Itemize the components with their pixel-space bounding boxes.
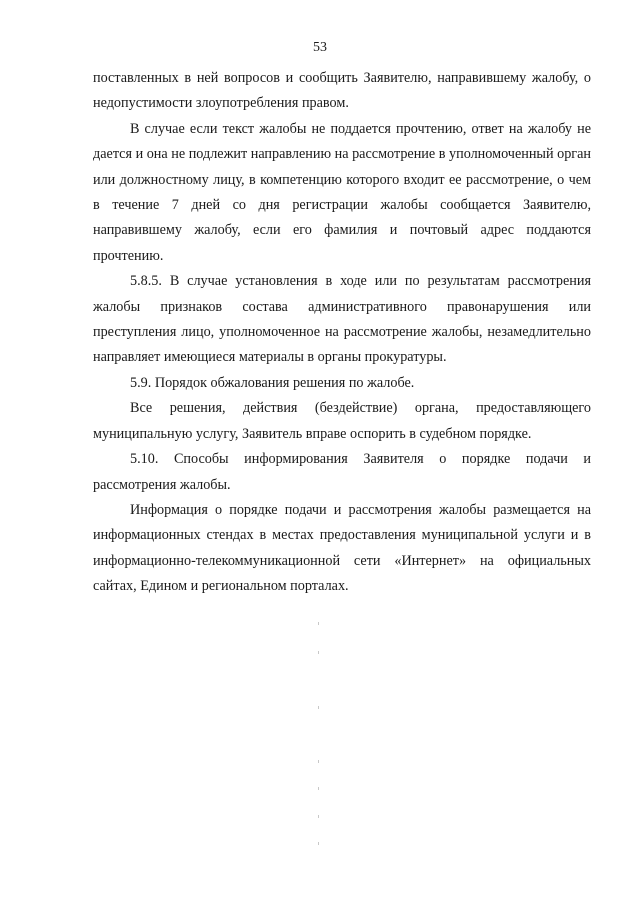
paragraph-5-9: 5.9. Порядок обжалования решения по жалобе. — [130, 374, 415, 391]
document-body — [93, 66, 591, 600]
scan-speck — [318, 651, 319, 654]
scan-speck — [318, 706, 319, 709]
page-number: 53 — [313, 40, 327, 55]
paragraph-appeal-decisions: Все решения, действия (бездействие) органа, предоставляющего муниципальную услугу, Заявитель вправе оспорить в судебном порядке. — [93, 400, 591, 442]
scan-speck — [318, 787, 319, 790]
scan-speck — [318, 760, 319, 763]
paragraph-continuation: поставленных в ней вопросов и сообщить Заявителю, направившему жалобу, о недопустимости злоупотребления правом. — [93, 70, 591, 112]
paragraph-unreadable-complaint: В случае если текст жалобы не поддается прочтению, ответ на жалобу не дается и она не подлежит направлению на рассмотрение в уполномоченный орган или должностному лицу, в компетенцию которого входит ее рассмотрение, о чем в течение 7 дней со дня регистрации жалобы сообщается Заявителю, направившему жалобу, если его фамилия и почтовый адрес поддаются прочтению. — [93, 120, 591, 264]
paragraph-5-8-5: 5.8.5. В случае установления в ходе или по результатам рассмотрения жалобы признаков состава административного правонарушения или преступления лицо, уполномоченное на рассмотрение жалобы, незамедлительно направляет имеющиеся материалы в органы прокуратуры. — [93, 273, 591, 366]
scan-speck — [318, 842, 319, 845]
paragraph-information-placement: Информация о порядке подачи и рассмотрения жалобы размещается на информационных стендах в местах предоставления муниципальной услуги и в информационно-телекоммуникационной сети «Интернет» на официальных сайтах, Едином и региональном порталах. — [93, 501, 591, 595]
paragraph-5-10: 5.10. Способы информирования Заявителя о порядке подачи и рассмотрения жалобы. — [93, 451, 591, 493]
scan-speck — [318, 622, 319, 625]
scan-speck — [318, 815, 319, 818]
